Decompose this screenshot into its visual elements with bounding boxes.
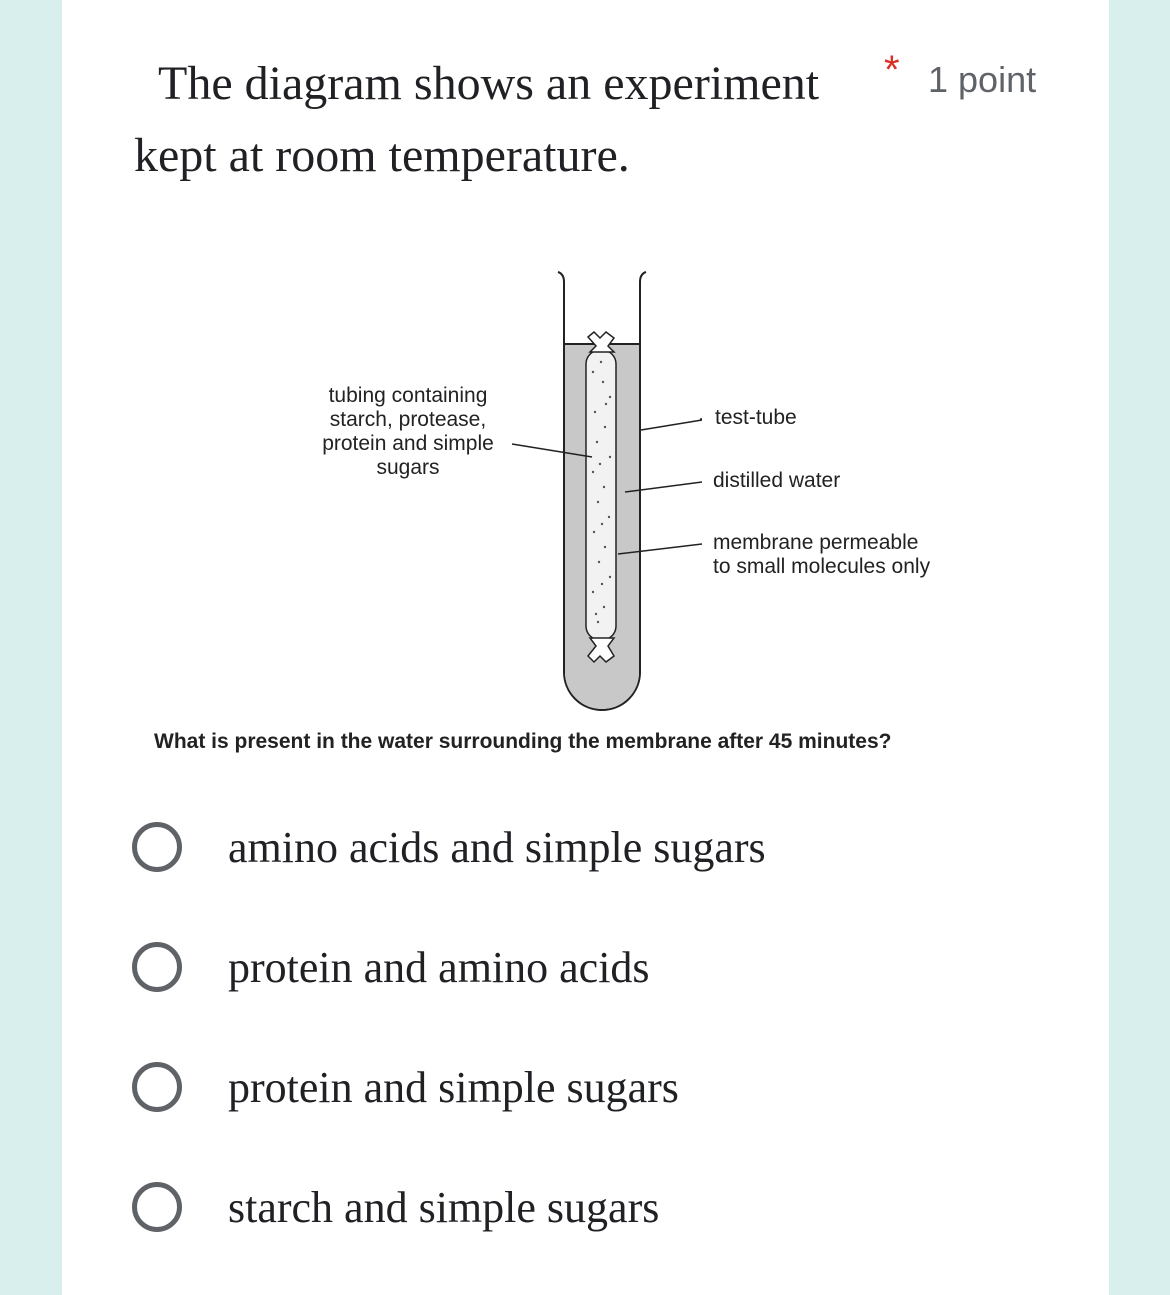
radio-button[interactable] [132,942,182,992]
option-4[interactable] [132,1172,1032,1242]
radio-button[interactable] [132,1182,182,1232]
experiment-diagram [300,262,720,712]
test-tube-label: test-tube [715,406,797,429]
membrane-tubing [586,350,616,640]
option-label[interactable]: protein and amino acids [228,942,650,992]
radio-button[interactable] [132,1062,182,1112]
tubing-label-line-1: tubing containing [328,384,488,407]
radio-button[interactable] [132,822,182,872]
option-3[interactable] [132,1052,1032,1122]
membrane-label-line-2: to small molecules only [713,555,931,578]
option-1[interactable] [132,812,1032,882]
distilled-water-label: distilled water [713,469,841,492]
option-2[interactable] [132,932,1032,1002]
tubing-label-line-3: protein and simple [322,432,494,455]
points-label: 1 point [928,59,1037,100]
diagram-sub-question: What is present in the water surrounding the membrane after 45 minutes? [154,730,892,753]
option-label[interactable]: protein and simple sugars [228,1062,679,1112]
membrane-label-line-1: membrane permeable [713,531,919,554]
tubing-label-line-4: sugars [376,456,440,479]
question-card [62,0,1109,1295]
tubing-label-line-2: starch, protease, [329,408,487,431]
membrane-label [713,531,930,579]
tubing-label [298,384,518,480]
option-label[interactable]: starch and simple sugars [228,1182,660,1232]
option-label[interactable]: amino acids and simple sugars [228,822,766,872]
required-asterisk: * [884,48,900,92]
question-title: The diagram shows an experiment kept at room temperature. [134,57,820,182]
